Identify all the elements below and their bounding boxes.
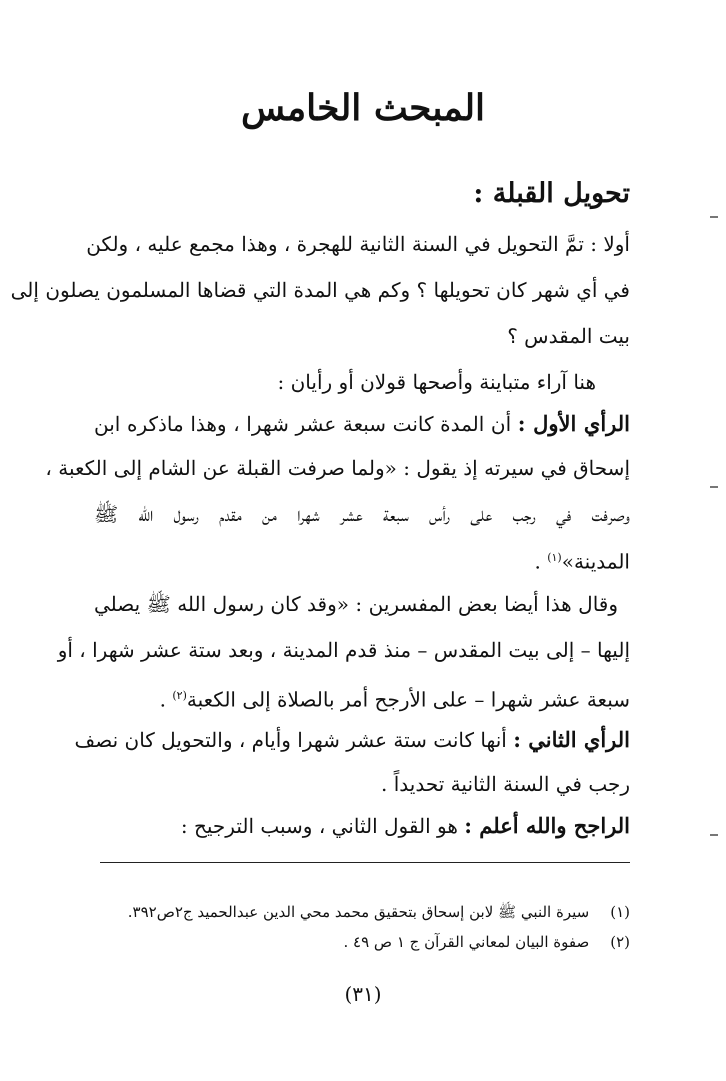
opinion-two-line <box>74 720 630 760</box>
scan-mark <box>710 834 718 836</box>
footnote-ref: (٢) <box>172 689 187 702</box>
punctuation: . <box>159 687 173 712</box>
paragraph-line <box>94 538 630 582</box>
footnote <box>94 928 630 956</box>
opinion-one-text: أن المدة كانت سبعة عشر شهرا ، وهذا ماذكره ابن <box>94 412 512 436</box>
quote-text: سبعة عشر شهرا – على الأرجح أمر بالصلاة إلى الكعبة <box>186 687 630 712</box>
quote-end: المدينة» <box>561 549 630 574</box>
chapter-title: المبحث الخامس <box>240 87 486 129</box>
footnote-text: صفوة البيان لمعاني القرآن ج ١ ص ٤٩ . <box>343 933 590 951</box>
paragraph-line: بيت المقدس ؟ <box>507 324 630 348</box>
scan-mark <box>710 486 718 488</box>
opinion-two-label: الرأي الثاني : <box>513 727 630 752</box>
paragraph-line: إسحاق في سيرته إذ يقول : «ولما صرفت القبلة عن الشام إلى الكعبة ، <box>45 456 630 480</box>
paragraph-line: رجب في السنة الثانية تحديداً . <box>381 772 630 796</box>
footnote-text: سيرة النبي ﷺ لابن إسحاق بتحقيق محمد محي الدين عبدالحميد ج٢ص٣٩٢. <box>127 903 590 921</box>
opinion-two-text: أنها كانت ستة عشر شهرا وأيام ، والتحويل كان نصف <box>74 728 507 752</box>
paragraph-line <box>94 676 630 720</box>
preferred-line <box>94 806 630 846</box>
footnote-number: (١) <box>610 903 630 921</box>
footnote <box>94 898 630 926</box>
scan-mark <box>710 216 718 218</box>
footnote-divider <box>100 862 630 863</box>
footnote-number: (٢) <box>610 933 630 951</box>
section-heading: تحويل القبلة : <box>473 178 630 209</box>
paragraph-line: أولا : تمَّ التحويل في السنة الثانية للهجرة ، وهذا مجمع عليه ، ولكن <box>86 232 630 256</box>
paragraph-line: إليها – إلى بيت المقدس – منذ قدم المدينة ، وبعد ستة عشر شهرا ، أو <box>57 638 630 662</box>
paragraph-line: وقال هذا أيضا بعض المفسرين : «وقد كان رسول الله ﷺ يصلي <box>94 592 618 616</box>
page-number: (٣١) <box>344 982 382 1006</box>
paragraph-line: وصرفت في رجب على رأس سبعة عشر شهرا من مقدم رسول الله ﷺ <box>94 502 630 526</box>
preferred-label: الراجح والله أعلم : <box>464 813 630 838</box>
opinion-one-label: الرأي الأول : <box>517 411 630 436</box>
preferred-text: هو القول الثاني ، وسبب الترجيح : <box>180 814 458 838</box>
punctuation: . <box>534 549 548 574</box>
paragraph-line: في أي شهر كان تحويلها ؟ وكم هي المدة التي قضاها المسلمون يصلون إلى <box>10 278 630 302</box>
paragraph-line: هنا آراء متباينة وأصحها قولان أو رأيان : <box>277 370 596 394</box>
opinion-one-line <box>94 404 630 444</box>
footnote-ref: (١) <box>547 551 562 564</box>
